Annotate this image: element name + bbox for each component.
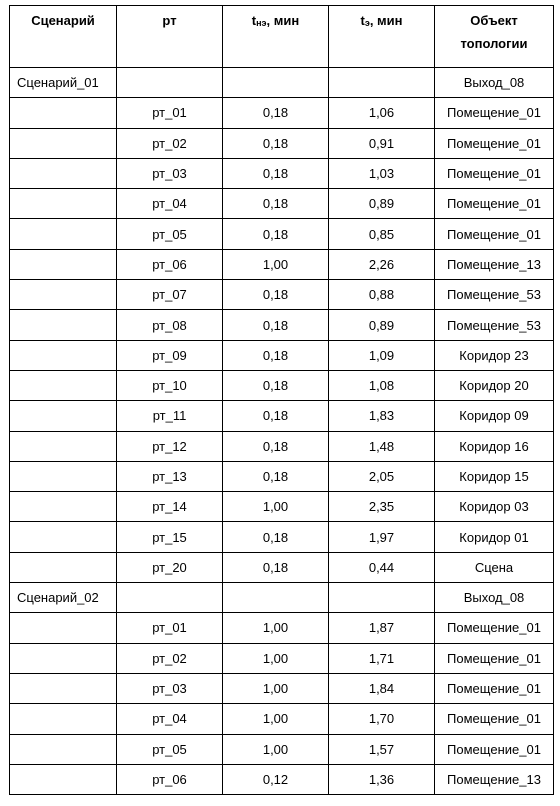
table-row — [10, 643, 554, 673]
empty-cell — [10, 189, 117, 219]
rt-cell: рт_02 — [117, 128, 223, 158]
t-ne-cell: 1,00 — [223, 613, 329, 643]
table-row — [10, 370, 554, 400]
t-ne-cell: 1,00 — [223, 673, 329, 703]
empty-cell — [10, 340, 117, 370]
t-e-cell: 1,87 — [329, 613, 435, 643]
t-e-cell: 1,70 — [329, 704, 435, 734]
rt-cell: рт_05 — [117, 734, 223, 764]
rt-cell: рт_12 — [117, 431, 223, 461]
rt-cell: рт_10 — [117, 370, 223, 400]
t-ne-cell: 1,00 — [223, 704, 329, 734]
empty-cell — [10, 128, 117, 158]
empty-cell — [10, 461, 117, 491]
table-row — [10, 552, 554, 582]
scenario-cell: Сценарий_01 — [10, 68, 117, 98]
empty-cell — [10, 613, 117, 643]
scenario-cell: Сценарий_02 — [10, 583, 117, 613]
t-e-cell: 1,09 — [329, 340, 435, 370]
t-e-cell: 0,85 — [329, 219, 435, 249]
t-ne-cell: 1,00 — [223, 249, 329, 279]
rt-cell: рт_15 — [117, 522, 223, 552]
table-row — [10, 734, 554, 764]
object-cell: Выход_08 — [435, 68, 554, 98]
rt-cell: рт_01 — [117, 98, 223, 128]
rt-cell: рт_14 — [117, 492, 223, 522]
rt-cell: рт_11 — [117, 401, 223, 431]
table-row — [10, 613, 554, 643]
object-cell: Коридор 01 — [435, 522, 554, 552]
empty-cell — [329, 583, 435, 613]
table-row — [10, 249, 554, 279]
object-cell: Помещение_01 — [435, 613, 554, 643]
t-e-cell: 1,03 — [329, 158, 435, 188]
table-row — [10, 431, 554, 461]
table-row — [10, 401, 554, 431]
evacuation-time-table — [9, 5, 554, 795]
rt-cell: рт_07 — [117, 280, 223, 310]
empty-cell — [10, 401, 117, 431]
empty-cell — [10, 643, 117, 673]
empty-cell — [10, 158, 117, 188]
rt-cell: рт_04 — [117, 189, 223, 219]
empty-cell — [10, 280, 117, 310]
rt-cell: рт_06 — [117, 764, 223, 794]
t-e-cell: 1,83 — [329, 401, 435, 431]
table-row — [10, 158, 554, 188]
object-cell: Помещение_01 — [435, 643, 554, 673]
empty-cell — [10, 249, 117, 279]
t-ne-cell: 1,00 — [223, 492, 329, 522]
object-cell: Помещение_13 — [435, 764, 554, 794]
object-cell: Коридор 15 — [435, 461, 554, 491]
object-cell: Помещение_53 — [435, 280, 554, 310]
rt-cell: рт_08 — [117, 310, 223, 340]
header-row — [10, 6, 554, 68]
object-cell: Сцена — [435, 552, 554, 582]
rt-cell: рт_05 — [117, 219, 223, 249]
object-cell: Помещение_01 — [435, 734, 554, 764]
table-row — [10, 219, 554, 249]
rt-cell: рт_03 — [117, 158, 223, 188]
rt-cell: рт_09 — [117, 340, 223, 370]
table-row — [10, 764, 554, 794]
object-cell: Помещение_01 — [435, 219, 554, 249]
t-e-cell: 2,05 — [329, 461, 435, 491]
empty-cell — [117, 583, 223, 613]
table-row — [10, 310, 554, 340]
object-cell: Выход_08 — [435, 583, 554, 613]
t-e-cell: 0,44 — [329, 552, 435, 582]
t-e-cell: 0,88 — [329, 280, 435, 310]
t-ne-cell: 0,18 — [223, 280, 329, 310]
rt-cell: рт_03 — [117, 673, 223, 703]
rt-cell: рт_13 — [117, 461, 223, 491]
table-row — [10, 128, 554, 158]
header-t-ne: $t_{нэ}$, мин — [223, 6, 329, 68]
empty-cell — [10, 431, 117, 461]
t-ne-cell: 0,18 — [223, 219, 329, 249]
t-e-cell: 1,06 — [329, 98, 435, 128]
object-cell: Помещение_01 — [435, 158, 554, 188]
object-cell: Помещение_01 — [435, 673, 554, 703]
table-row — [10, 280, 554, 310]
t-ne-cell: 0,18 — [223, 310, 329, 340]
empty-cell — [10, 310, 117, 340]
object-cell: Коридор 20 — [435, 370, 554, 400]
table-row — [10, 98, 554, 128]
object-cell: Коридор 03 — [435, 492, 554, 522]
empty-cell — [10, 492, 117, 522]
t-ne-cell: 0,18 — [223, 522, 329, 552]
header-t-e: $t_э$, мин — [329, 6, 435, 68]
t-e-cell: 1,71 — [329, 643, 435, 673]
object-cell: Помещение_01 — [435, 128, 554, 158]
t-ne-cell: 0,18 — [223, 431, 329, 461]
t-ne-cell: 0,18 — [223, 461, 329, 491]
table-row — [10, 673, 554, 703]
header-object: Объект топологии — [435, 6, 554, 68]
empty-cell — [10, 764, 117, 794]
t-e-cell: 1,84 — [329, 673, 435, 703]
t-e-cell: 1,57 — [329, 734, 435, 764]
object-cell: Коридор 23 — [435, 340, 554, 370]
empty-cell — [329, 68, 435, 98]
rt-cell: рт_01 — [117, 613, 223, 643]
empty-cell — [10, 734, 117, 764]
t-ne-cell: 0,12 — [223, 764, 329, 794]
table-row — [10, 189, 554, 219]
empty-cell — [223, 68, 329, 98]
scenario-row — [10, 68, 554, 98]
t-e-cell: 1,97 — [329, 522, 435, 552]
t-e-cell: 0,89 — [329, 310, 435, 340]
empty-cell — [10, 522, 117, 552]
rt-cell: рт_20 — [117, 552, 223, 582]
empty-cell — [117, 68, 223, 98]
t-e-cell: 0,89 — [329, 189, 435, 219]
table-row — [10, 522, 554, 552]
object-cell: Помещение_01 — [435, 704, 554, 734]
object-cell: Коридор 09 — [435, 401, 554, 431]
empty-cell — [10, 370, 117, 400]
rt-cell: рт_04 — [117, 704, 223, 734]
t-e-cell: 2,26 — [329, 249, 435, 279]
t-ne-cell: 0,18 — [223, 128, 329, 158]
t-ne-cell: 0,18 — [223, 158, 329, 188]
t-e-cell: 1,48 — [329, 431, 435, 461]
t-ne-cell: 0,18 — [223, 552, 329, 582]
header-rt: рт — [117, 6, 223, 68]
empty-cell — [10, 552, 117, 582]
t-e-cell: 2,35 — [329, 492, 435, 522]
t-ne-cell: 0,18 — [223, 340, 329, 370]
t-ne-cell: 0,18 — [223, 98, 329, 128]
table-row — [10, 704, 554, 734]
t-ne-cell: 0,18 — [223, 189, 329, 219]
header-scenario: Сценарий — [10, 6, 117, 68]
table-row — [10, 492, 554, 522]
rt-cell: рт_02 — [117, 643, 223, 673]
scenario-row — [10, 583, 554, 613]
object-cell: Коридор 16 — [435, 431, 554, 461]
object-cell: Помещение_53 — [435, 310, 554, 340]
table-body — [10, 68, 554, 795]
table-row — [10, 461, 554, 491]
t-e-cell: 1,08 — [329, 370, 435, 400]
rt-cell: рт_06 — [117, 249, 223, 279]
t-e-cell: 1,36 — [329, 764, 435, 794]
table-row — [10, 340, 554, 370]
object-cell: Помещение_13 — [435, 249, 554, 279]
empty-cell — [223, 583, 329, 613]
t-ne-cell: 1,00 — [223, 734, 329, 764]
t-ne-cell: 0,18 — [223, 401, 329, 431]
empty-cell — [10, 219, 117, 249]
empty-cell — [10, 704, 117, 734]
t-ne-cell: 0,18 — [223, 370, 329, 400]
object-cell: Помещение_01 — [435, 98, 554, 128]
object-cell: Помещение_01 — [435, 189, 554, 219]
empty-cell — [10, 98, 117, 128]
t-e-cell: 0,91 — [329, 128, 435, 158]
t-ne-cell: 1,00 — [223, 643, 329, 673]
empty-cell — [10, 673, 117, 703]
